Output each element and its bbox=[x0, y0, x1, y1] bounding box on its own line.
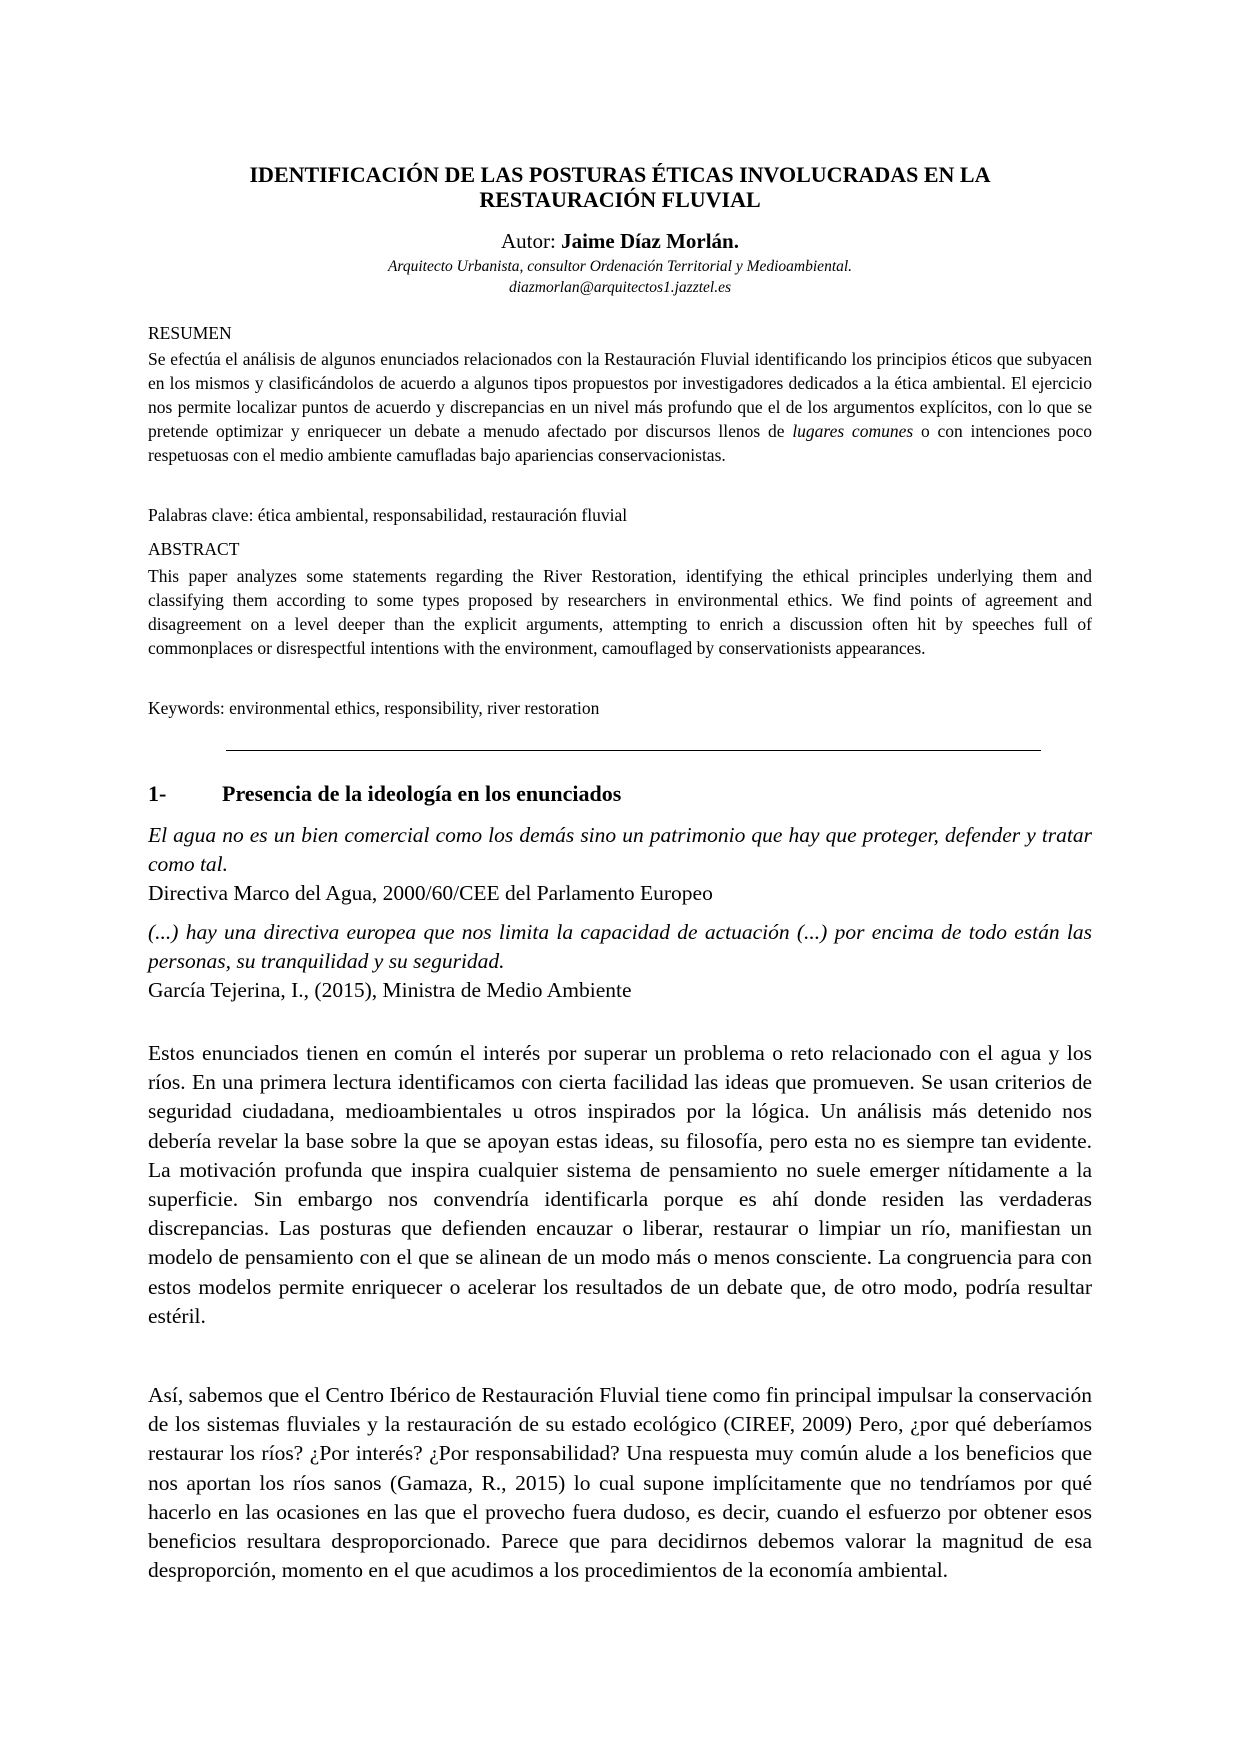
body-paragraph-2: Así, sabemos que el Centro Ibérico de Restauración Fluvial tiene como fin principal impulsar la conservación de los sistemas fluviales y la restauración de su estado ecológico (CIREF, 2009) Pero, ¿por qué deberíamos restaurar los ríos? ¿Por interés? ¿Por responsabilidad? Una respuesta muy común alude a los beneficios que nos aportan los ríos sanos (Gamaza, R., 2015) lo cual supone implícitamente que no tendríamos por qué hacerlo en las ocasiones en las que el provecho fuera dudoso, es decir, cuando el esfuerzo por obtener esos beneficios resultara desproporcionado. Parece que para decidirnos debemos valorar la magnitud de esa desproporción, momento en el que acudimos a los procedimientos de la economía ambiental. bbox=[148, 1383, 1092, 1583]
quote-1-source: Directiva Marco del Agua, 2000/60/CEE del Parlamento Europeo bbox=[148, 881, 713, 905]
author-line bbox=[148, 229, 1092, 253]
quote-1: El agua no es un bien comercial como los demás sino un patrimonio que hay que proteger, defender y tratar como tal. bbox=[148, 823, 1092, 876]
body-paragraph-1: Estos enunciados tienen en común el interés por superar un problema o reto relacionado con el agua y los ríos. En una primera lectura identificamos con cierta facilidad las ideas que promueven. Se usan criterios de seguridad ciudadana, medioambientales u otros inspirados por la lógica. Un análisis más detenido nos debería revelar la base sobre la que se apoyan estas ideas, su filosofía, pero esta no es siempre tan evidente. La motivación profunda que inspira cualquier sistema de pensamiento no suele emerger nítidamente a la superficie. Sin embargo nos convendría identificarla porque es ahí donde residen las verdaderas discrepancias. Las posturas que defienden encauzar o liberar, restaurar o limpiar un río, manifiestan un modelo de pensamiento con el que se alinean de un modo más o menos consciente. La congruencia para con estos modelos permite enriquecer o acelerar los resultados de un debate que, de otro modo, podría resultar estéril. bbox=[148, 1041, 1092, 1328]
abstract-keywords: Keywords: environmental ethics, responsibility, river restoration bbox=[148, 698, 600, 718]
resumen-text-italic: lugares comunes bbox=[792, 421, 914, 441]
section-divider bbox=[226, 750, 1041, 751]
section-number: 1- bbox=[148, 781, 167, 806]
author-name: Jaime Díaz Morlán. bbox=[561, 229, 739, 253]
resumen-text bbox=[148, 347, 1092, 467]
author-email: diazmorlan@arquitectos1.jazztel.es bbox=[508, 279, 732, 296]
paper-title bbox=[148, 162, 1092, 212]
author-affiliation bbox=[148, 256, 1092, 298]
abstract-label: ABSTRACT bbox=[148, 539, 240, 559]
quote-2-source: García Tejerina, I., (2015), Ministra de Medio Ambiente bbox=[148, 978, 632, 1002]
title-line-1: IDENTIFICACIÓN DE LAS POSTURAS ÉTICAS INVOLUCRADAS EN LA bbox=[249, 162, 991, 187]
resumen-text-part2: o con intenciones poco respetuosas con el medio ambiente camufladas bajo apariencias conservacionistas. bbox=[148, 421, 1092, 465]
abstract-text: This paper analyzes some statements regarding the River Restoration, identifying the ethical principles underlying them and classifying them according to some types proposed by researchers in environmental ethics. We find points of agreement and disagreement on a level deeper than the explicit arguments, attempting to enrich a discussion often hit by speeches full of commonplaces or disrespectful intentions with the environment, camouflaged by conservationists appearances. bbox=[148, 566, 1092, 658]
author-label: Autor: bbox=[501, 229, 562, 253]
title-line-2: RESTAURACIÓN FLUVIAL bbox=[479, 187, 761, 212]
section-heading bbox=[148, 781, 621, 807]
affiliation-text: Arquitecto Urbanista, consultor Ordenación Territorial y Medioambiental. bbox=[387, 258, 853, 275]
section-title: Presencia de la ideología en los enunciados bbox=[222, 781, 622, 806]
resumen-keywords: Palabras clave: ética ambiental, responsabilidad, restauración fluvial bbox=[148, 505, 628, 525]
resumen-text-part1: Se efectúa el análisis de algunos enunciados relacionados con la Restauración Fluvial identificando los principios éticos que subyacen en los mismos y clasificándolos de acuerdo a algunos tipos propuestos por investigadores dedicados a la ética ambiental. El ejercicio nos permite localizar puntos de acuerdo y discrepancias en un nivel más profundo que el de los argumentos explícitos, con lo que se pretende optimizar y enriquecer un debate a menudo afectado por discursos llenos de bbox=[148, 349, 1092, 441]
resumen-label: RESUMEN bbox=[148, 323, 232, 343]
quote-2: (...) hay una directiva europea que nos limita la capacidad de actuación (...) por encima de todo están las personas, su tranquilidad y su seguridad. bbox=[148, 920, 1092, 973]
